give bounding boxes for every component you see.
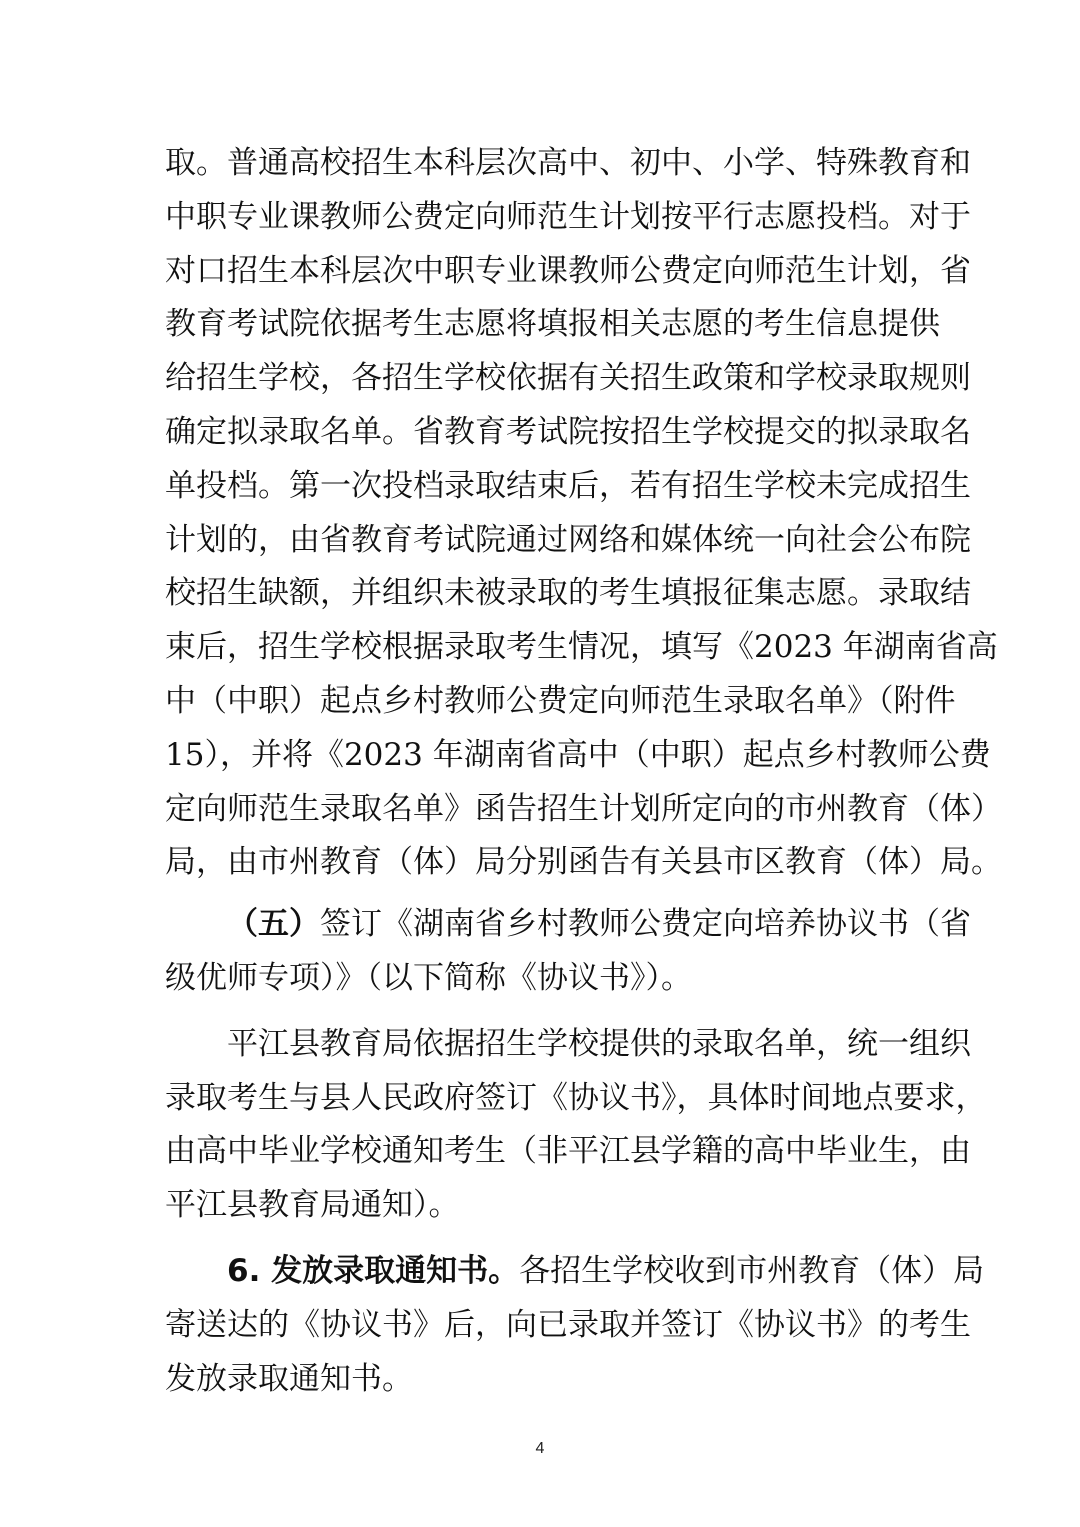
item-heading: 6. 发放录取通知书。 xyxy=(227,1252,520,1289)
document-body xyxy=(165,137,1002,1406)
text-line xyxy=(165,898,971,952)
paragraph-admission-process xyxy=(165,137,1002,890)
text-line: 束后，招生学校根据录取考生情况，填写《2023 年湖南省高 xyxy=(165,629,998,666)
text-line: 校招生缺额，并组织未被录取的考生填报征集志愿。录取结 xyxy=(165,575,971,612)
text-line: 中职专业课教师公费定向师范生计划按平行志愿投档。对于 xyxy=(165,198,971,235)
paragraph-agreement-signing xyxy=(165,1018,987,1233)
text-line: 中（中职）起点乡村教师公费定向师范生录取名单》（附件 xyxy=(165,682,956,719)
text-line: 取。普通高校招生本科层次高中、初中、小学、特殊教育和 xyxy=(165,145,971,181)
text-line: 平江县教育局通知）。 xyxy=(165,1187,460,1224)
section-heading-text: 签订《湖南省乡村教师公费定向培养协议书（省 xyxy=(320,906,971,943)
text-line: 由高中毕业学校通知考生（非平江县学籍的高中毕业生，由 xyxy=(165,1133,971,1170)
text-line: 定向师范生录取名单》函告招生计划所定向的市州教育（体） xyxy=(165,790,1002,827)
text-line: 局，由市州教育（体）局分别函告有关县市区教育（体）局。 xyxy=(165,844,1002,881)
text-line: 教育考试院依据考生志愿将填报相关志愿的考生信息提供 xyxy=(165,306,940,343)
paragraph-admission-notice xyxy=(165,1245,985,1406)
page-number: 4 xyxy=(535,1440,545,1457)
text-line: 平江县教育局依据招生学校提供的录取名单，统一组织 xyxy=(227,1025,971,1062)
text-line: 寄送达的《协议书》后，向已录取并签订《协议书》的考生 xyxy=(165,1306,971,1343)
text-line xyxy=(165,1245,985,1299)
text-line: 级优师专项）》（以下简称《协议书》）。 xyxy=(165,959,692,996)
text-line: 计划的，由省教育考试院通过网络和媒体统一向社会公布院 xyxy=(165,521,971,558)
text-line: 15），并将《2023 年湖南省高中（中职）起点乡村教师公费 xyxy=(165,736,991,773)
text-line: 发放录取通知书。 xyxy=(165,1360,413,1397)
text-line: 确定拟录取名单。省教育考试院按招生学校提交的拟录取名 xyxy=(165,413,971,450)
text-line: 单投档。第一次投档录取结束后，若有招生学校未完成招生 xyxy=(165,467,971,504)
section-heading: （五） xyxy=(227,906,320,943)
item-heading-text: 各招生学校收到市州教育（体）局 xyxy=(519,1252,985,1289)
text-line: 录取考生与县人民政府签订《协议书》，具体时间地点要求， xyxy=(165,1079,987,1116)
text-line: 给招生学校，各招生学校依据有关招生政策和学校录取规则 xyxy=(165,360,971,397)
text-line: 对口招生本科层次中职专业课教师公费定向师范生计划，省 xyxy=(165,252,971,289)
paragraph-section-five xyxy=(165,898,971,1006)
